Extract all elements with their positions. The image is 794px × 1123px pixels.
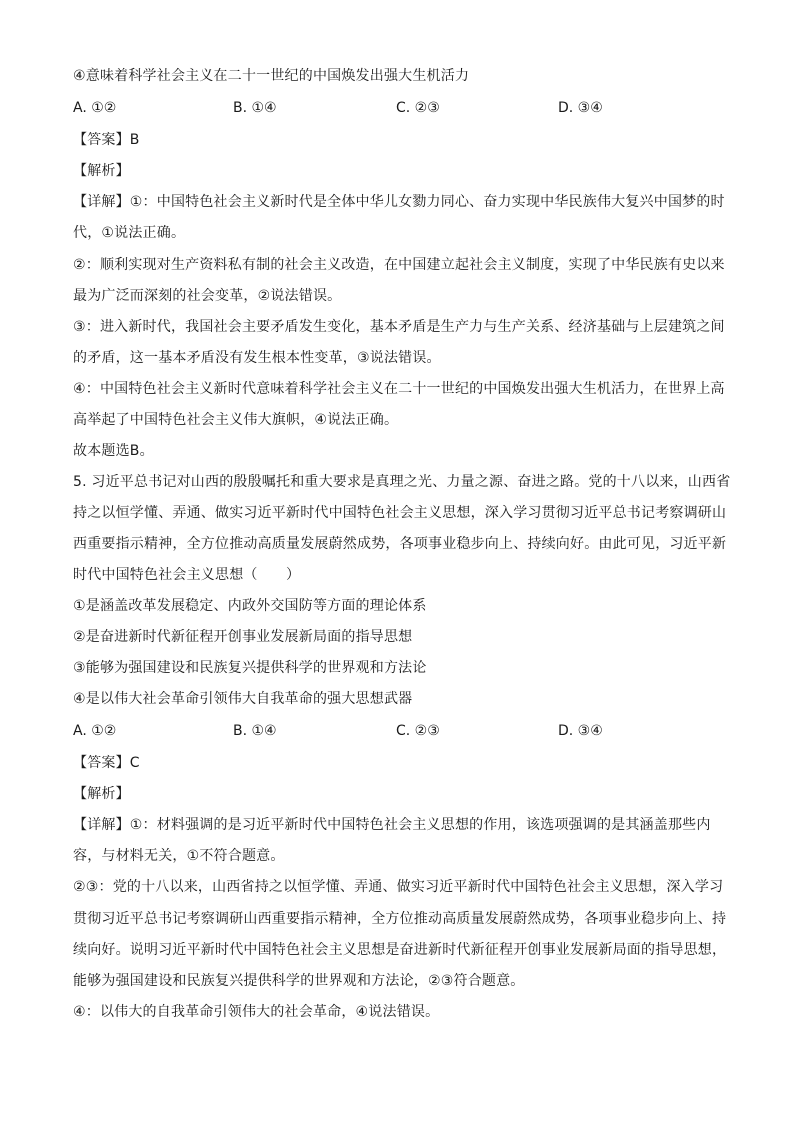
q4-conclusion: 故本题选B。 [73,443,154,459]
q4-option-4: ④意味着科学社会主义在二十一世纪的中国焕发出强大生机活力 [73,68,470,84]
q5-option-2: ②是奋进新时代新征程开创事业发展新局面的指导思想 [73,629,413,645]
q5-choice-a: A. ①② [73,723,117,739]
q5-choice-d: D. ③④ [558,723,603,739]
q5-choices [73,721,733,741]
q5-stem-line: 持之以恒学懂、弄通、做实习近平新时代中国特色社会主义思想，深入学习贯彻习近平总书记考察调研山 [73,505,727,521]
q4-analysis-label: 【解析】 [73,163,130,179]
q4-detail-line: ③：进入新时代，我国社会主要矛盾发生变化，基本矛盾是生产力与生产关系、经济基础与上层建筑之间 [73,319,725,335]
q5-detail-line: ④：以伟大的自我革命引领伟大的社会革命，④说法错误。 [73,1004,440,1020]
q5-stem-line: 时代中国特色社会主义思想（ ） [73,567,301,583]
q5-option-3: ③能够为强国建设和民族复兴提供科学的世界观和方法论 [73,660,427,676]
q5-detail-line: ②③：党的十八以来，山西省持之以恒学懂、弄通、做实习近平新时代中国特色社会主义思想，深入学习 [73,879,724,895]
q4-choices [73,98,733,118]
q4-detail-line: 最为广泛而深刻的社会变革，②说法错误。 [73,288,342,304]
q5-detail-line: 容，与材料无关，①不符合题意。 [73,848,285,864]
q5-detail-line: 续向好。说明习近平新时代中国特色社会主义思想是奋进新时代新征程开创事业发展新局面的指导思想， [73,942,727,958]
q4-detail-line: 【详解】①：中国特色社会主义新时代是全体中华儿女勠力同心、奋力实现中华民族伟大复兴中国梦的时 [73,194,725,210]
q5-answer: 【答案】C [73,755,140,771]
q4-choice-b: B. ①④ [233,100,277,116]
q4-choice-d: D. ③④ [558,100,603,116]
q4-detail-line: 代，①说法正确。 [73,225,186,241]
q4-choice-a: A. ①② [73,100,117,116]
q4-answer: 【答案】B [73,132,140,148]
q5-detail-line: 贯彻习近平总书记考察调研山西重要指示精神，全方位推动高质量发展蔚然成势，各项事业稳步向上、持 [73,911,727,927]
q5-option-4: ④是以伟大社会革命引领伟大自我革命的强大思想武器 [73,691,413,707]
q5-choice-c: C. ②③ [396,723,440,739]
q4-detail-line: 的矛盾，这一基本矛盾没有发生根本性变革，③说法错误。 [73,350,441,366]
q4-detail-line: ④：中国特色社会主义新时代意味着科学社会主义在二十一世纪的中国焕发出强大生机活力，在世界上高 [73,381,725,397]
q4-choice-c: C. ②③ [396,100,440,116]
q4-detail-line: 高举起了中国特色社会主义伟大旗帜，④说法正确。 [73,412,399,428]
q5-detail-line: 【详解】①：材料强调的是习近平新时代中国特色社会主义思想的作用，该选项强调的是其涵盖那些内 [73,817,711,833]
q5-stem-line: 西重要指示精神，全方位推动高质量发展蔚然成势，各项事业稳步向上、持续向好。由此可见，习近平新 [73,536,727,552]
q5-analysis-label: 【解析】 [73,786,130,802]
q5-option-1: ①是涵盖改革发展稳定、内政外交国防等方面的理论体系 [73,598,427,614]
q5-detail-line: 能够为强国建设和民族复兴提供科学的世界观和方法论，②③符合题意。 [73,973,525,989]
q5-choice-b: B. ①④ [233,723,277,739]
q5-stem-line: 5. 习近平总书记对山西的殷殷嘱托和重大要求是真理之光、力量之源、奋进之路。党的十八以来，山西省 [73,474,731,490]
q4-detail-line: ②：顺利实现对生产资料私有制的社会主义改造，在中国建立起社会主义制度，实现了中华民族有史以来 [73,257,725,273]
